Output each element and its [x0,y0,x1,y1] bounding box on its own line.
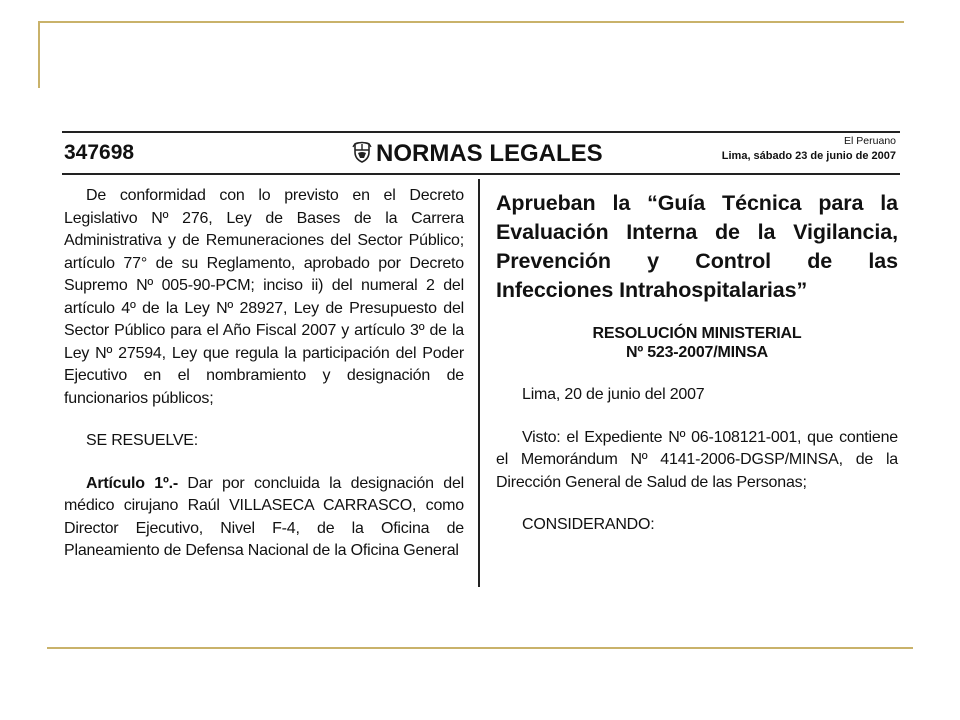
journal-title-text: NORMAS LEGALES [376,140,603,167]
article-1-paragraph [64,473,464,563]
publication-date: Lima, sábado 23 de junio de 2007 [721,150,896,162]
header-bottom-rule [62,173,900,175]
newspaper-clipping [62,127,900,589]
article-1-label: Artículo 1º.- [86,474,178,492]
slide-frame-left-line [38,21,40,88]
left-column [64,185,464,563]
considerando-label: CONSIDERANDO: [522,516,655,533]
slide-frame-top-line [38,21,904,23]
page-number: 347698 [64,141,135,164]
header-top-rule [62,131,900,133]
publisher-name: El Peruano [844,135,896,147]
se-resuelve-label: SE RESUELVE: [86,432,199,449]
slide-frame-bottom-line [47,647,913,649]
journal-title [352,140,603,168]
column-divider [478,179,480,587]
article-1-text: Dar por concluida la designación del médico cirujano Raúl VILLASECA CARRASCO, como Director Ejecutivo, Nivel F-4, de la Oficina de Planeamiento de Defensa Nacional de la Oficina General [64,474,464,559]
resolution-title: Aprueban la “Guía Técnica para la Evaluación Interna de la Vigilancia, Prevención y Control de las Infecciones Intrahospitalarias” [496,191,898,302]
peru-coat-of-arms-icon [352,141,372,163]
right-column [496,189,898,537]
resolution-type: RESOLUCIÓN MINISTERIAL [592,325,802,342]
resolution-number: Nº 523-2007/MINSA [625,344,769,361]
visto-paragraph: Visto: el Expediente Nº 06-108121-001, que contiene el Memorándum Nº 4141-2006-DGSP/MINSA, de la Dirección General de Salud de las Personas; [496,428,898,491]
resolution-header [496,324,898,362]
masthead-info [722,134,896,164]
place-date: Lima, 20 de junio del 2007 [522,386,705,403]
left-paragraph: De conformidad con lo previsto en el Decreto Legislativo Nº 276, Ley de Bases de la Carrera Administrativa y de Remuneraciones del Sector Público; artículo 77° de su Reglamento, aprobado por Decreto Supremo Nº 005-90-PCM; inciso ii) del numeral 2 del artículo 4º de la Ley Nº 28927, Ley de Presupuesto del Sector Público para el Año Fiscal 2007 y artículo 3º de la Ley Nº 27594, Ley que regula la participación del Poder Ejecutivo en el nombramiento y designación de funcionarios públicos; [64,187,464,407]
